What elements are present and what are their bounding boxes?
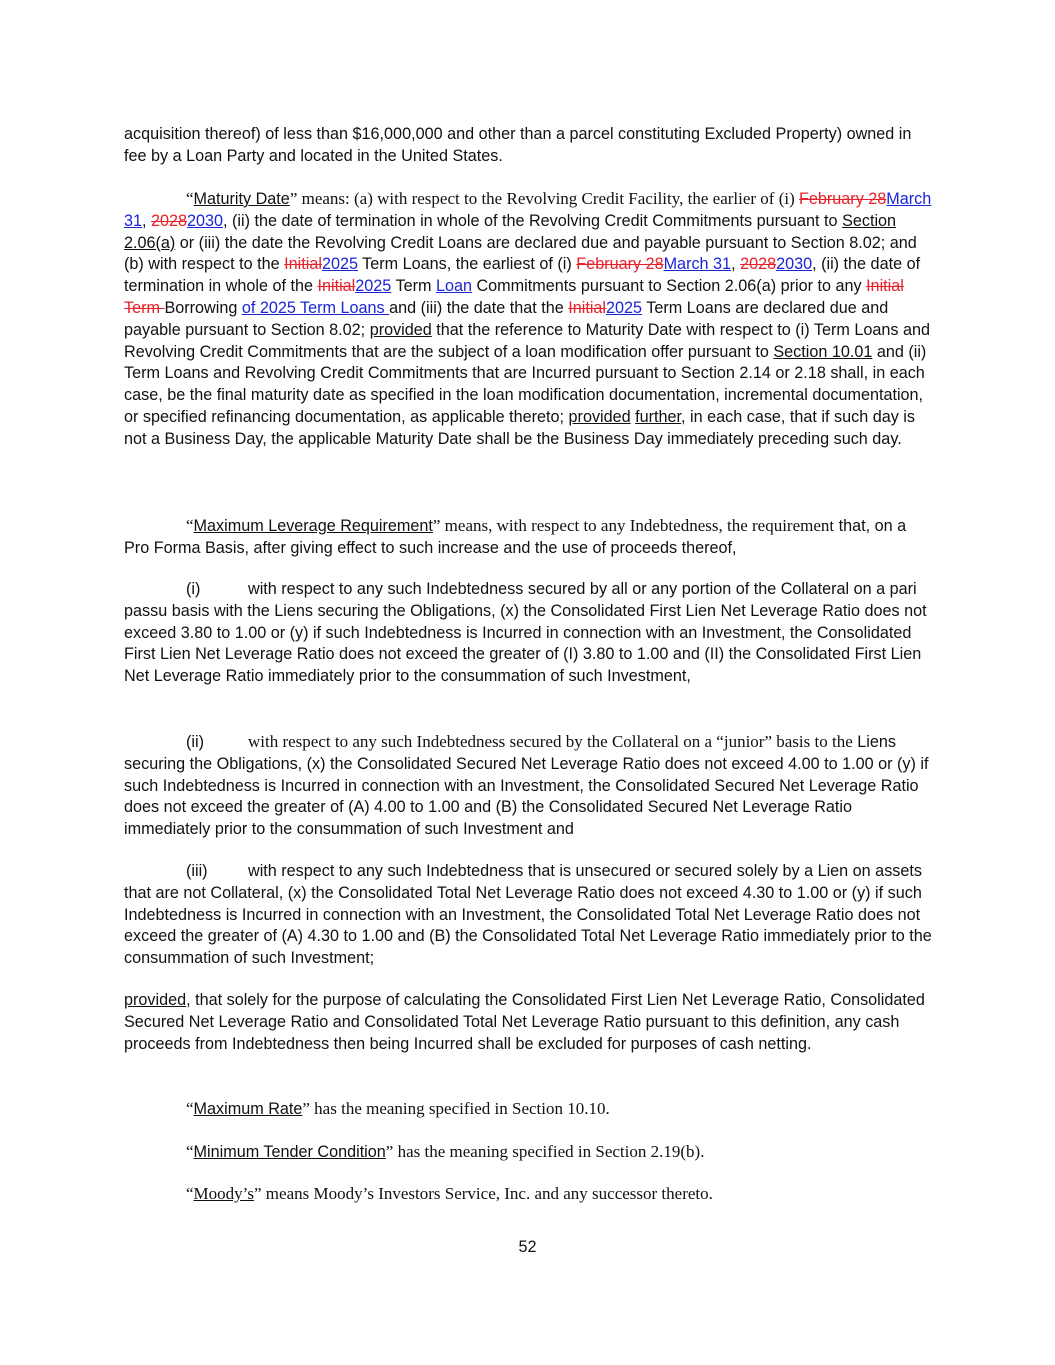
clause-text: with respect to any such Indebtedness secured by the Collateral on a “junior” basis to the — [248, 732, 853, 751]
clause-text: with respect to any such Indebtedness that is unsecured or secured solely by a Lien on assets that are not Collateral, (x) the Consolidated Total Net Leverage Ratio does not exceed 4.30 to 1.00 or (y) if such Indebtedness is Incurred in connection with an Investment, the Consolidated Total Net Leverage Ratio does not exceed the greater of (A) 4.30 to 1.00 and (B) the Consolidated Total Net Leverage Ratio immediately prior to the consummation of such Investment; — [124, 862, 932, 968]
inserted-text: March 31 — [124, 190, 932, 230]
definition-text: Borrowing — [164, 298, 242, 317]
definition-text: ” has the meaning specified in Section 2.19(b). — [385, 1142, 705, 1161]
provided-term: provided — [369, 320, 432, 339]
paragraph-text: acquisition thereof) of less than $16,000,000 and other than a parcel constituting Excluded Property) owned in fee by a Loan Party and located in the United States. — [124, 125, 912, 165]
section-reference: Section 10.01 — [773, 342, 873, 361]
clause-label: (i) — [186, 580, 201, 598]
definition-maximum-leverage-requirement — [124, 515, 934, 560]
provided-term: provided — [124, 991, 187, 1009]
section-reference: Section 2.06(a) — [124, 211, 897, 252]
definition-maturity-date — [124, 188, 934, 451]
inserted-text: of 2025 Term Loans — [241, 298, 390, 317]
inserted-text: 2030 — [776, 255, 813, 274]
inserted-text: 2025 — [606, 298, 643, 317]
provided-term: provided — [568, 407, 631, 426]
quote-mark: “ — [186, 516, 194, 535]
definition-text: Term Loans are declared due and payable pursuant to Section 8.02; — [124, 298, 889, 339]
quote-mark: “ — [186, 1184, 194, 1203]
definition-text: , — [142, 211, 152, 230]
page-number: 52 — [518, 1238, 537, 1256]
definition-text: , (ii) the date of termination in whole of the — [124, 255, 921, 296]
deleted-text: Initial Term — [124, 277, 904, 317]
deleted-text: 2028 — [151, 211, 188, 230]
definition-text: that the reference to Maturity Date with respect to (i) Term Loans and Revolving Credit Commitments that are the subject of a loan modification offer pursuant to — [124, 320, 930, 361]
definition-text: Term — [391, 277, 436, 296]
clause-label: (ii) — [186, 733, 204, 751]
proviso-paragraph — [124, 990, 934, 1055]
definition-text: , in each case, that if such day is not a Business Day, the applicable Maturity Date shall be the Business Day immediately preceding such day. — [124, 407, 915, 448]
inserted-text: 2025 — [355, 277, 392, 296]
quote-mark: “ — [186, 1142, 194, 1161]
definition-text: ” means Moody’s Investors Service, Inc. and any successor thereto. — [254, 1184, 713, 1203]
further-term: further — [635, 407, 682, 426]
definition-text: that, on a Pro Forma Basis, after giving effect to such increase and the use of proceeds thereof, — [124, 517, 907, 557]
clause-label: (iii) — [186, 862, 208, 880]
defined-term: Maximum Leverage Requirement — [193, 517, 433, 535]
definition-text: , — [731, 255, 741, 274]
proviso-text: , that solely for the purpose of calculating the Consolidated First Lien Net Leverage Ratio, Consolidated Secured Net Leverage Ratio and Consolidated Total Net Leverage Ratio pursuant to this definition, any cash proceeds from Indebtedness then being Incurred shall be excluded for purposes of cash netting. — [124, 991, 925, 1053]
clause-ii — [124, 731, 934, 841]
deleted-text: Initial — [317, 277, 356, 296]
clause-i — [124, 579, 934, 688]
definition-text: Commitments pursuant to Section 2.06(a) prior to any — [471, 277, 867, 296]
definition-text: and (ii) Term Loans and Revolving Credit Commitments that are Incurred pursuant to Section 2.14 or 2.18 shall, in each case, be the final maturity date as specified in the loan modification documentation, incremental documentation, or specified refinancing documentation, as applicable thereto; — [124, 342, 927, 426]
quote-mark: “ — [186, 1099, 194, 1118]
paragraph-continuation — [124, 124, 934, 168]
clause-text: Liens securing the Obligations, (x) the Consolidated Secured Net Leverage Ratio does not exceed 4.00 to 1.00 or (y) if such Indebtedness is Incurred in connection with an Investment, the Consolidated Secured Net Leverage Ratio does not exceed the greater of (A) 4.00 to 1.00 and (B) the Consolidated Secured Net Leverage Ratio immediately prior to the consummation of such Investment and — [124, 733, 929, 839]
definition-text: and (iii) the date that the — [389, 298, 569, 317]
quote-mark: “ — [186, 189, 194, 208]
defined-term: Minimum Tender Condition — [193, 1143, 386, 1161]
definition-text: or (iii) the date the Revolving Credit Loans are declared due and payable pursuant to Section 8.02; and (b) with respect to the — [124, 233, 917, 274]
inserted-text: March 31 — [663, 255, 732, 274]
defined-term: Moody’s — [193, 1184, 255, 1203]
defined-term: Maximum Rate — [193, 1100, 303, 1118]
deleted-text: February 28 — [576, 255, 664, 274]
deleted-text: February 28 — [799, 190, 887, 208]
clause-iii — [124, 861, 934, 970]
definition-maximum-rate — [124, 1098, 934, 1121]
deleted-text: Initial — [568, 298, 607, 317]
inserted-text: 2025 — [321, 255, 358, 274]
definition-text: ” means, with respect to any Indebtedness, the requirement — [432, 516, 835, 535]
definition-text: ” means: (a) with respect to the Revolving Credit Facility, the earlier of (i) — [289, 189, 800, 208]
clause-text: with respect to any such Indebtedness secured by all or any portion of the Collateral on a pari passu basis with the Liens securing the Obligations, (x) the Consolidated First Lien Net Leverage Ratio does not exceed 3.80 to 1.00 or (y) if such Indebtedness is Incurred in connection with an Investment, the Consolidated First Lien Net Leverage Ratio does not exceed the greater of (I) 3.80 to 1.00 and (II) the Consolidated First Lien Net Leverage Ratio immediately prior to the consummation of such Investment, — [124, 580, 927, 686]
deleted-text: Initial — [284, 255, 322, 274]
definition-minimum-tender-condition — [124, 1141, 934, 1164]
defined-term: Maturity Date — [193, 190, 290, 208]
inserted-text: 2030 — [187, 211, 224, 230]
definition-text: , (ii) the date of termination in whole of the Revolving Credit Commitments pursuant to — [223, 211, 843, 230]
deleted-text: 2028 — [740, 255, 777, 274]
definition-text: ” has the meaning specified in Section 10.10. — [302, 1099, 610, 1118]
inserted-text: Loan — [435, 277, 472, 296]
definition-moodys — [124, 1183, 934, 1206]
definition-text: Term Loans, the earliest of (i) — [357, 255, 577, 274]
